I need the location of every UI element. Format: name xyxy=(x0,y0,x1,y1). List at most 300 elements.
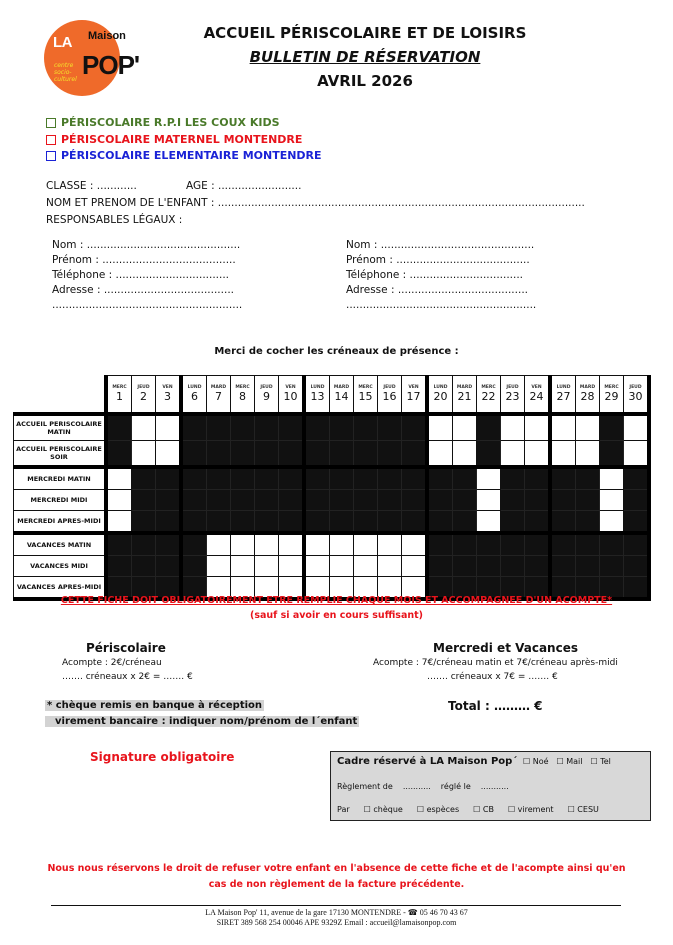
method-cb[interactable]: ☐ CB xyxy=(473,805,494,814)
slot-checkbox[interactable] xyxy=(207,556,231,577)
slot-unavailable xyxy=(255,414,279,441)
day-header xyxy=(207,376,231,415)
day-name: LUND xyxy=(556,385,571,390)
mercredi-acompte: Acompte : 7€/créneau matin et 7€/créneau après-midi xyxy=(373,658,618,668)
row-label: MERCREDI MATIN xyxy=(14,467,107,490)
day-number: 15 xyxy=(358,390,373,403)
slot-checkbox[interactable] xyxy=(231,556,255,577)
logo-pop: POP' xyxy=(82,50,140,80)
slot-unavailable xyxy=(501,511,525,534)
day-header xyxy=(525,376,551,415)
contact-noe[interactable]: ☐ Noé xyxy=(523,757,549,766)
guardians-label: RESPONSABLES LÉGAUX : xyxy=(46,214,183,226)
day-header xyxy=(156,376,182,415)
slot-unavailable xyxy=(255,441,279,468)
slot-checkbox[interactable] xyxy=(378,533,402,556)
slot-unavailable xyxy=(402,441,428,468)
slot-unavailable xyxy=(576,511,600,534)
option-label: PÉRISCOLAIRE ELEMENTAIRE MONTENDRE xyxy=(61,149,322,162)
slot-checkbox[interactable] xyxy=(402,556,428,577)
slot-unavailable xyxy=(132,511,156,534)
grid-row xyxy=(14,490,650,511)
checkbox-icon[interactable] xyxy=(46,151,56,161)
slot-unavailable xyxy=(576,490,600,511)
slot-checkbox[interactable] xyxy=(453,414,477,441)
slot-unavailable xyxy=(231,511,255,534)
slot-checkbox[interactable] xyxy=(624,441,650,468)
slot-unavailable xyxy=(207,490,231,511)
page-month: AVRIL 2026 xyxy=(317,72,413,90)
slot-unavailable xyxy=(501,533,525,556)
row-label: VACANCES MIDI xyxy=(14,556,107,577)
day-header xyxy=(330,376,354,415)
slot-unavailable xyxy=(477,556,501,577)
slot-checkbox[interactable] xyxy=(156,441,182,468)
slot-unavailable xyxy=(576,556,600,577)
slot-unavailable xyxy=(106,414,132,441)
day-header xyxy=(600,376,624,415)
slot-checkbox[interactable] xyxy=(525,414,551,441)
slot-unavailable xyxy=(181,441,207,468)
slot-checkbox[interactable] xyxy=(576,414,600,441)
slot-unavailable xyxy=(207,511,231,534)
logo-tagline: centre socio-culturel xyxy=(54,62,77,83)
slot-checkbox[interactable] xyxy=(477,511,501,534)
slot-unavailable xyxy=(427,490,453,511)
reglement-row xyxy=(337,782,509,791)
day-name: MARD xyxy=(579,385,596,390)
reserved-title: Cadre réservé à LA Maison Pop´ xyxy=(337,756,518,767)
slot-unavailable xyxy=(156,490,182,511)
slot-unavailable xyxy=(453,533,477,556)
day-header xyxy=(576,376,600,415)
slot-checkbox[interactable] xyxy=(354,533,378,556)
slot-unavailable xyxy=(402,414,428,441)
day-header xyxy=(453,376,477,415)
guardian2-nom[interactable]: Nom : .............................................. xyxy=(346,239,535,251)
slot-unavailable xyxy=(477,533,501,556)
slot-unavailable xyxy=(378,511,402,534)
slot-unavailable xyxy=(427,533,453,556)
slot-unavailable xyxy=(624,533,650,556)
day-number: 22 xyxy=(481,390,496,403)
checkbox-icon[interactable] xyxy=(46,118,56,128)
slot-unavailable xyxy=(427,467,453,490)
day-name: JEUD xyxy=(383,385,396,390)
day-number: 28 xyxy=(580,390,595,403)
slot-unavailable xyxy=(181,490,207,511)
slot-unavailable xyxy=(304,490,330,511)
day-header xyxy=(550,376,576,415)
child-name-field[interactable]: NOM ET PRENOM DE L'ENFANT : .............................................................................................................. xyxy=(46,197,585,209)
contact-options xyxy=(523,757,611,766)
slot-unavailable xyxy=(255,490,279,511)
slot-unavailable xyxy=(231,441,255,468)
day-name: MERC xyxy=(112,385,127,390)
slot-unavailable xyxy=(378,441,402,468)
logo-la: LA xyxy=(53,34,72,51)
day-number: 13 xyxy=(310,390,325,403)
reserved-box xyxy=(330,751,651,821)
slot-checkbox[interactable] xyxy=(402,533,428,556)
guardian2-adresse[interactable]: Adresse : ....................................... xyxy=(346,284,528,296)
footer-siret: SIRET 389 568 254 00046 APE 9329Z Email : accueil@lamaisonpop.com xyxy=(216,918,457,927)
classe-field[interactable]: CLASSE : ............ xyxy=(46,180,137,192)
option-label: PÉRISCOLAIRE MATERNEL MONTENDRE xyxy=(61,133,303,146)
slot-checkbox[interactable] xyxy=(279,556,305,577)
footer-divider xyxy=(51,905,621,906)
payment-method-row xyxy=(337,805,599,814)
mercredi-calc[interactable]: ……. créneaux x 7€ = ……. € xyxy=(427,672,558,682)
day-name: VEN xyxy=(408,385,419,390)
slot-unavailable xyxy=(600,556,624,577)
slot-unavailable xyxy=(231,490,255,511)
disclaimer-line1: Nous nous réservons le droit de refuser votre enfant en l'absence de cette fiche et de l'acompte ainsi qu'en xyxy=(47,863,626,874)
slot-unavailable xyxy=(453,556,477,577)
day-header xyxy=(279,376,305,415)
slot-checkbox[interactable] xyxy=(550,414,576,441)
slot-unavailable xyxy=(231,414,255,441)
slot-unavailable xyxy=(181,556,207,577)
day-header xyxy=(624,376,650,415)
checkbox-icon[interactable] xyxy=(46,135,56,145)
slot-unavailable xyxy=(354,441,378,468)
slot-unavailable xyxy=(279,511,305,534)
day-number: 30 xyxy=(628,390,643,403)
slot-unavailable xyxy=(207,467,231,490)
notice-required: CETTE FICHE DOIT OBLIGATOIREMENT ETRE REMPLIE CHAQUE MOIS ET ACCOMPAGNEE D'UN ACOMPTE* xyxy=(60,595,613,606)
slot-checkbox[interactable] xyxy=(156,414,182,441)
day-header xyxy=(501,376,525,415)
mercredi-title: Mercredi et Vacances xyxy=(433,641,578,655)
slot-checkbox[interactable] xyxy=(106,490,132,511)
slot-unavailable xyxy=(106,556,132,577)
slot-checkbox[interactable] xyxy=(427,441,453,468)
slot-unavailable xyxy=(156,511,182,534)
day-name: JEUD xyxy=(137,385,150,390)
day-number: 20 xyxy=(433,390,448,403)
slot-unavailable xyxy=(402,511,428,534)
slot-checkbox[interactable] xyxy=(453,441,477,468)
grid-row xyxy=(14,467,650,490)
logo xyxy=(44,20,140,96)
grid-instruction: Merci de cocher les créneaux de présence : xyxy=(214,346,459,357)
guardian2-adresse-extra[interactable]: ......................................................... xyxy=(346,299,537,311)
slot-unavailable xyxy=(427,511,453,534)
day-name: LUND xyxy=(433,385,448,390)
day-name: JEUD xyxy=(260,385,273,390)
day-name: MERC xyxy=(358,385,373,390)
slot-unavailable xyxy=(279,414,305,441)
slot-unavailable xyxy=(600,414,624,441)
slot-checkbox[interactable] xyxy=(624,414,650,441)
day-header xyxy=(255,376,279,415)
day-number: 27 xyxy=(556,390,571,403)
guardian1-nom[interactable]: Nom : .............................................. xyxy=(52,239,241,251)
total-field[interactable]: Total : ……… € xyxy=(448,699,543,713)
slot-unavailable xyxy=(477,414,501,441)
slot-unavailable xyxy=(576,467,600,490)
contact-mail[interactable]: ☐ Mail xyxy=(556,757,583,766)
grid-row xyxy=(14,441,650,468)
guardian1-telephone[interactable]: Téléphone : .................................. xyxy=(52,269,230,281)
guardian2-telephone[interactable]: Téléphone : .................................. xyxy=(346,269,524,281)
day-number: 2 xyxy=(140,390,147,403)
slot-unavailable xyxy=(525,511,551,534)
day-name: LUND xyxy=(310,385,325,390)
day-number: 23 xyxy=(505,390,520,403)
slot-checkbox[interactable] xyxy=(477,490,501,511)
slot-unavailable xyxy=(304,414,330,441)
slot-unavailable xyxy=(207,441,231,468)
slot-unavailable xyxy=(453,511,477,534)
periscolaire-title: Périscolaire xyxy=(86,641,166,655)
slot-unavailable xyxy=(525,467,551,490)
slot-unavailable xyxy=(106,441,132,468)
day-number: 9 xyxy=(263,390,270,403)
slot-unavailable xyxy=(624,556,650,577)
slot-checkbox[interactable] xyxy=(501,441,525,468)
day-number: 14 xyxy=(334,390,349,403)
slot-unavailable xyxy=(330,414,354,441)
grid-row xyxy=(14,556,650,577)
periscolaire-calc[interactable]: ……. créneaux x 2€ = ……. € xyxy=(62,672,193,682)
slot-checkbox[interactable] xyxy=(106,467,132,490)
grid-row xyxy=(14,533,650,556)
slot-unavailable xyxy=(132,467,156,490)
slot-checkbox[interactable] xyxy=(304,556,330,577)
slot-unavailable xyxy=(624,490,650,511)
slot-unavailable xyxy=(501,556,525,577)
payment-note-cheque: * chèque remis en banque à réception xyxy=(47,700,263,711)
day-name: JEUD xyxy=(629,385,642,390)
day-name: MARD xyxy=(333,385,350,390)
row-label: MERCREDI APRES-MIDI xyxy=(14,511,107,534)
slot-checkbox[interactable] xyxy=(354,556,378,577)
page-title: ACCUEIL PÉRISCOLAIRE ET DE LOISIRS xyxy=(203,24,527,42)
slot-unavailable xyxy=(354,467,378,490)
day-header xyxy=(354,376,378,415)
regle-le-date[interactable]: ........... xyxy=(480,782,509,791)
slot-checkbox[interactable] xyxy=(550,441,576,468)
slot-unavailable xyxy=(156,533,182,556)
periscolaire-acompte: Acompte : 2€/créneau xyxy=(62,658,162,668)
day-name: VEN xyxy=(531,385,542,390)
day-header xyxy=(477,376,501,415)
day-name: MERC xyxy=(481,385,496,390)
day-number: 8 xyxy=(239,390,246,403)
slot-unavailable xyxy=(550,511,576,534)
slot-unavailable xyxy=(501,490,525,511)
slot-unavailable xyxy=(477,441,501,468)
slot-unavailable xyxy=(279,441,305,468)
payment-note-virement: virement bancaire : indiquer nom/prénom de l´enfant xyxy=(45,716,359,727)
slot-checkbox[interactable] xyxy=(132,414,156,441)
slot-unavailable xyxy=(255,467,279,490)
day-header xyxy=(231,376,255,415)
slot-unavailable xyxy=(378,414,402,441)
slot-unavailable xyxy=(550,467,576,490)
slot-unavailable xyxy=(378,490,402,511)
row-label: ACCUEIL PERISCOLAIRE SOIR xyxy=(14,441,107,468)
grid-row xyxy=(14,511,650,534)
slot-unavailable xyxy=(330,490,354,511)
slot-unavailable xyxy=(330,467,354,490)
method-cesu[interactable]: ☐ CESU xyxy=(567,805,599,814)
footer-address: LA Maison Pop' 11, avenue de la gare 17130 MONTENDRE - ☎ 05 46 70 43 67 xyxy=(205,908,468,917)
slot-checkbox[interactable] xyxy=(600,511,624,534)
day-header xyxy=(378,376,402,415)
slot-checkbox[interactable] xyxy=(378,556,402,577)
slot-unavailable xyxy=(550,490,576,511)
slot-checkbox[interactable] xyxy=(255,556,279,577)
reglement-amount[interactable]: ........... xyxy=(402,782,431,791)
slot-unavailable xyxy=(354,490,378,511)
slot-unavailable xyxy=(181,467,207,490)
day-name: VEN xyxy=(162,385,173,390)
slot-unavailable xyxy=(427,556,453,577)
slot-checkbox[interactable] xyxy=(477,467,501,490)
day-number: 24 xyxy=(529,390,544,403)
row-label: MERCREDI MIDI xyxy=(14,490,107,511)
day-number: 7 xyxy=(215,390,222,403)
day-name: MARD xyxy=(456,385,473,390)
par-label: Par xyxy=(337,805,350,814)
slot-unavailable xyxy=(132,490,156,511)
slot-unavailable xyxy=(304,511,330,534)
method-especes[interactable]: ☐ espèces xyxy=(416,805,460,814)
slot-unavailable xyxy=(181,533,207,556)
slot-unavailable xyxy=(525,533,551,556)
guardian1-adresse[interactable]: Adresse : ....................................... xyxy=(52,284,234,296)
slot-checkbox[interactable] xyxy=(330,556,354,577)
grid-corner xyxy=(14,376,107,415)
reservation-grid xyxy=(13,375,651,601)
slot-unavailable xyxy=(106,533,132,556)
slot-checkbox[interactable] xyxy=(600,490,624,511)
day-header xyxy=(402,376,428,415)
slot-checkbox[interactable] xyxy=(279,533,305,556)
page-subtitle: BULLETIN DE RÉSERVATION xyxy=(249,48,481,66)
slot-checkbox[interactable] xyxy=(255,533,279,556)
slot-unavailable xyxy=(354,511,378,534)
slot-checkbox[interactable] xyxy=(132,441,156,468)
option-label: PÉRISCOLAIRE R.P.I LES COUX KIDS xyxy=(61,116,280,129)
regle-le-label: réglé le xyxy=(440,782,471,791)
slot-unavailable xyxy=(231,467,255,490)
day-number: 10 xyxy=(283,390,298,403)
slot-checkbox[interactable] xyxy=(106,511,132,534)
row-label: ACCUEIL PERISCOLAIRE MATIN xyxy=(14,414,107,441)
method-cheque[interactable]: ☐ chèque xyxy=(363,805,403,814)
slot-unavailable xyxy=(600,441,624,468)
slot-unavailable xyxy=(354,414,378,441)
slot-unavailable xyxy=(550,556,576,577)
slot-unavailable xyxy=(624,511,650,534)
day-header xyxy=(106,376,132,415)
slot-unavailable xyxy=(550,533,576,556)
day-name: MERC xyxy=(235,385,250,390)
day-header xyxy=(427,376,453,415)
slot-checkbox[interactable] xyxy=(231,533,255,556)
day-number: 21 xyxy=(457,390,472,403)
slot-unavailable xyxy=(525,556,551,577)
row-label: VACANCES MATIN xyxy=(14,533,107,556)
slot-unavailable xyxy=(378,467,402,490)
day-header xyxy=(132,376,156,415)
signature-label: Signature obligatoire xyxy=(90,750,235,764)
slot-checkbox[interactable] xyxy=(501,414,525,441)
slot-checkbox[interactable] xyxy=(600,467,624,490)
day-name: MERC xyxy=(604,385,619,390)
slot-unavailable xyxy=(402,490,428,511)
slot-unavailable xyxy=(525,490,551,511)
guardian1-prenom[interactable]: Prénom : ........................................ xyxy=(52,254,236,266)
reglement-label: Règlement de xyxy=(337,782,393,791)
day-name: VEN xyxy=(285,385,296,390)
slot-checkbox[interactable] xyxy=(427,414,453,441)
option-coux-kids[interactable] xyxy=(46,116,280,129)
age-field[interactable]: AGE : ......................... xyxy=(186,180,302,192)
logo-maison: Maison xyxy=(88,30,126,42)
slot-unavailable xyxy=(501,467,525,490)
slot-unavailable xyxy=(207,414,231,441)
option-elementaire[interactable] xyxy=(46,149,322,162)
day-name: LUND xyxy=(187,385,202,390)
slot-unavailable xyxy=(304,467,330,490)
day-name: JEUD xyxy=(506,385,519,390)
option-maternel[interactable] xyxy=(46,133,302,146)
slot-unavailable xyxy=(279,467,305,490)
slot-unavailable xyxy=(453,490,477,511)
slot-checkbox[interactable] xyxy=(207,533,231,556)
slot-unavailable xyxy=(181,511,207,534)
slot-checkbox[interactable] xyxy=(525,441,551,468)
slot-unavailable xyxy=(600,533,624,556)
method-virement[interactable]: ☐ virement xyxy=(507,805,554,814)
slot-unavailable xyxy=(156,556,182,577)
slot-unavailable xyxy=(330,511,354,534)
slot-unavailable xyxy=(624,467,650,490)
slot-unavailable xyxy=(132,556,156,577)
slot-unavailable xyxy=(255,511,279,534)
contact-tel[interactable]: ☐ Tel xyxy=(590,757,611,766)
slot-checkbox[interactable] xyxy=(330,533,354,556)
disclaimer-line2: cas de non règlement de la facture précédente. xyxy=(208,879,465,890)
day-header xyxy=(181,376,207,415)
slot-unavailable xyxy=(330,441,354,468)
day-header xyxy=(304,376,330,415)
slot-unavailable xyxy=(402,467,428,490)
day-number: 3 xyxy=(164,390,171,403)
guardian2-prenom[interactable]: Prénom : ........................................ xyxy=(346,254,530,266)
guardian1-adresse-extra[interactable]: ......................................................... xyxy=(52,299,243,311)
slot-unavailable xyxy=(156,467,182,490)
day-number: 16 xyxy=(382,390,397,403)
slot-checkbox[interactable] xyxy=(576,441,600,468)
day-number: 6 xyxy=(191,390,198,403)
slot-unavailable xyxy=(304,441,330,468)
day-number: 1 xyxy=(116,390,123,403)
slot-unavailable xyxy=(576,533,600,556)
day-name: MARD xyxy=(210,385,227,390)
slot-unavailable xyxy=(453,467,477,490)
notice-avoir: (sauf si avoir en cours suffisant) xyxy=(249,610,423,621)
slot-unavailable xyxy=(279,490,305,511)
day-number: 29 xyxy=(604,390,619,403)
slot-checkbox[interactable] xyxy=(304,533,330,556)
grid-row xyxy=(14,414,650,441)
